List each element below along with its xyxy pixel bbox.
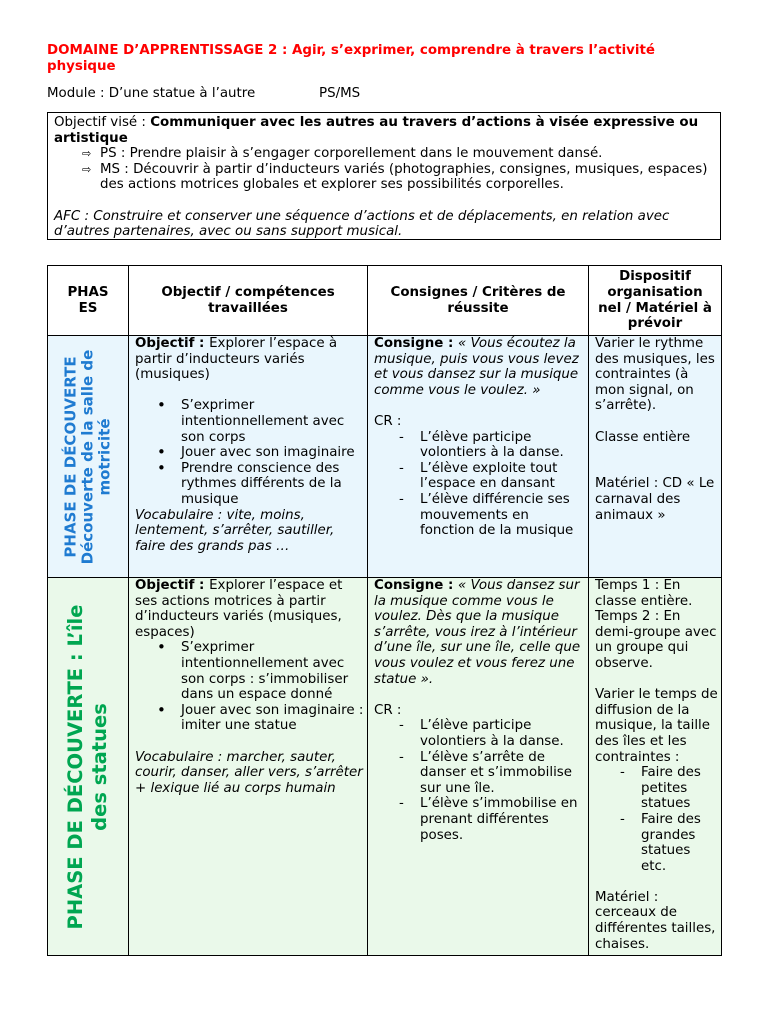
list-item: etc. bbox=[641, 858, 667, 874]
afc-text: AFC : Construire et conserver une séquence d’actions et de déplacements, en relation avec d’autres partenaires, avec ou sans support musical. bbox=[54, 208, 670, 240]
list-item: - L’élève participe volontiers à la danse. bbox=[396, 718, 585, 749]
objective-label: Objectif visé : bbox=[54, 115, 151, 130]
module-line bbox=[47, 86, 361, 102]
header-objectif: Objectif / compétences travaillées bbox=[129, 266, 368, 336]
table-header-row bbox=[48, 266, 722, 336]
competences-list bbox=[157, 398, 364, 507]
list-item: - Faire des grandes statues bbox=[617, 812, 718, 859]
list-item: - L’élève s’arrête de danser et s’immobilise sur une île. bbox=[396, 750, 585, 797]
objective-item-ms: ⇨ MS : Découvrir à partir d’inducteurs variés (photographies, consignes, musiques, espaces) des actions motrices globales et explorer ses possibilités corporelles. bbox=[82, 161, 708, 193]
objective-box bbox=[47, 112, 721, 240]
dispositif-cell-1: Varier le rythme des musiques, les contraintes (à mon signal, on s’arrête). Classe entière Matériel : CD « Le carnaval des animaux » bbox=[589, 336, 722, 578]
list-item: - L’élève s’immobilise en prenant différentes poses. bbox=[396, 796, 585, 843]
objectif-cell-1: Objectif : Explorer l’espace à partir d’inducteurs variés (musiques) • S’exprimer intentionnellement avec son corps • Jouer avec son imaginaire • Prendre conscience des rythmes différents de la musique Vocabulaire : vite, moins, lentement, s’arrêter, sautiller, faire des grands pas … bbox=[129, 336, 368, 578]
cr-label: CR : bbox=[374, 702, 402, 718]
vocabulaire-text: Vocabulaire : marcher, sauter, courir, danser, aller vers, s’arrêter + lexique lié au corps humain bbox=[135, 749, 363, 796]
phase-cell-2 bbox=[48, 578, 129, 956]
objective-item-ps: ⇨ PS : Prendre plaisir à s’engager corporellement dans le mouvement dansé. bbox=[82, 146, 603, 162]
table-row bbox=[48, 578, 722, 956]
consignes-cell-1: Consigne : « Vous écoutez la musique, puis vous vous levez et vous dansez sur la musique comme vous le voulez. » CR : - L’élève participe volontiers à la danse. - L’élève exploite tout l’espace en dansant - L’élève différencie ses mouvements en fonction de la musique bbox=[368, 336, 589, 578]
list-item: - Faire des petites statues bbox=[617, 765, 718, 812]
list-item: • S’exprimer intentionnellement avec son corps : s’immobiliser dans un espace donné bbox=[157, 640, 364, 702]
objectif-cell-2: Objectif : Explorer l’espace et ses actions motrices à partir d’inducteurs variés (musiques, espaces) • S’exprimer intentionnellement avec son corps : s’immobiliser dans un espace donné • Jouer avec son imaginaire : imiter une statue Vocabulaire : marcher, sauter, courir, danser, aller vers, s’arrêter + lexique lié au corps humain bbox=[129, 578, 368, 956]
objective-heading bbox=[54, 115, 714, 146]
list-item: - L’élève différencie ses mouvements en fonction de la musique bbox=[396, 492, 585, 539]
dispositif-cell-2: Temps 1 : En classe entière. Temps 2 : En demi-groupe avec un groupe qui observe. Varier le temps de diffusion de la musique, la taille des îles et les contraintes : - Faire des petites statues - Faire des grandes statues etc. Matériel : cerceaux de différentes tailles, chaises. bbox=[589, 578, 722, 956]
arrow-icon: ⇨ bbox=[82, 147, 92, 161]
competences-list bbox=[157, 640, 364, 734]
table-row bbox=[48, 336, 722, 578]
phases-table bbox=[47, 265, 722, 956]
header-consignes: Consignes / Critères de réussite bbox=[368, 266, 589, 336]
vocabulaire-text: Vocabulaire : vite, moins, lentement, s’arrêter, sautiller, faire des grands pas … bbox=[135, 507, 335, 554]
list-item: • Jouer avec son imaginaire bbox=[157, 445, 364, 461]
module-name: Module : D’une statue à l’autre bbox=[47, 86, 256, 101]
objective-goal: Communiquer avec les autres au travers d’actions à visée expressive ou artistique bbox=[54, 115, 699, 146]
objective-list bbox=[82, 146, 714, 193]
level-label: PS/MS bbox=[319, 86, 361, 101]
phase-cell-1 bbox=[48, 336, 129, 578]
arrow-icon: ⇨ bbox=[82, 162, 92, 176]
phase-label-2: PHASE DE DÉCOUVERTE : L’île des statues bbox=[64, 604, 111, 929]
criteres-list bbox=[396, 718, 585, 843]
consignes-cell-2: Consigne : « Vous dansez sur la musique comme vous le voulez. Dès que la musique s’arrête, vous irez à l’intérieur d’une île, sur une île, celle que vous voulez et vous ferez une statue ». CR : - L’élève participe volontiers à la danse. - L’élève s’arrête de danser et s’immobilise sur une île. - L’élève s’immobilise en prenant différentes poses. bbox=[368, 578, 589, 956]
list-item: - L’élève exploite tout l’espace en dansant bbox=[396, 461, 585, 492]
header-phases: PHAS ES bbox=[48, 266, 129, 336]
list-item: • Prendre conscience des rythmes différents de la musique bbox=[157, 461, 364, 508]
contraintes-list bbox=[617, 765, 718, 874]
list-item: - L’élève participe volontiers à la danse. bbox=[396, 430, 585, 461]
criteres-list bbox=[396, 430, 585, 539]
phase-label-1: PHASE DE DÉCOUVERTE Découverte de la salle de motricité bbox=[61, 349, 114, 564]
domain-title: DOMAINE D’APPRENTISSAGE 2 : Agir, s’exprimer, comprendre à travers l’activité physique bbox=[47, 43, 655, 74]
cr-label: CR : bbox=[374, 413, 402, 429]
list-item: • Jouer avec son imaginaire : imiter une statue bbox=[157, 703, 364, 734]
list-item: • S’exprimer intentionnellement avec son corps bbox=[157, 398, 364, 445]
header-dispositif: Dispositif organisation nel / Matériel à prévoir bbox=[589, 266, 722, 336]
